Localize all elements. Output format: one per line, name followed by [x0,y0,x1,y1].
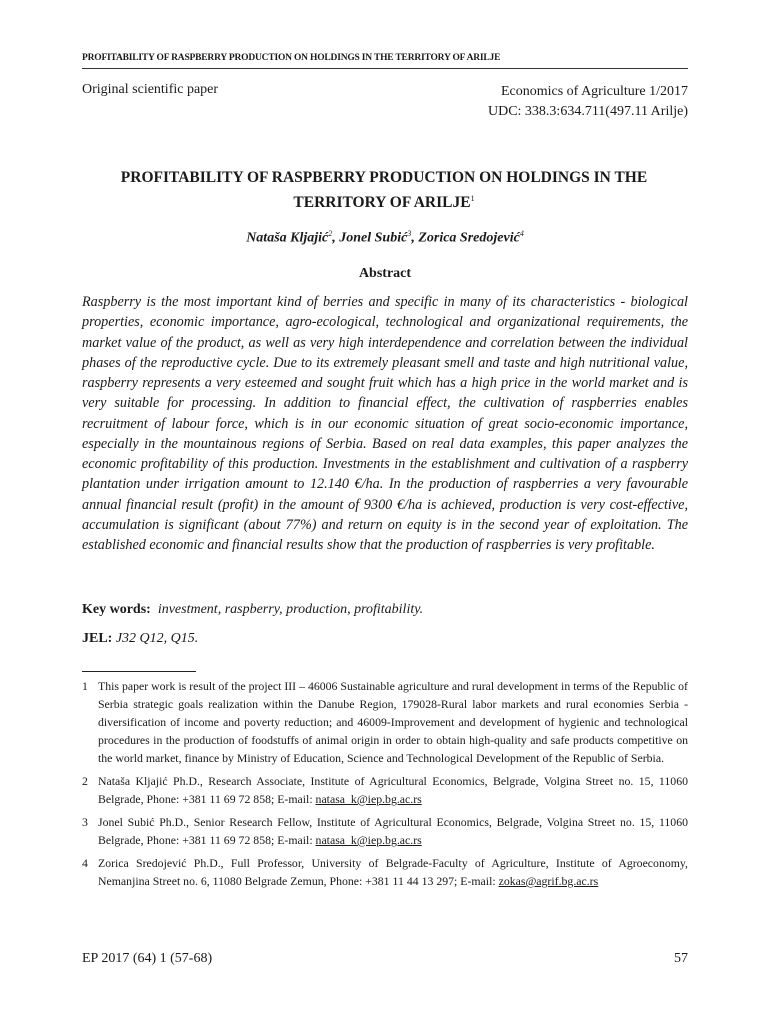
title-text: PROFITABILITY OF RASPBERRY PRODUCTION ON HOLDINGS IN THE TERRITORY OF ARILJE [120,169,648,212]
citation-footer: EP 2017 (64) 1 (57-68) [82,951,213,966]
jel-label: JEL: [82,631,113,646]
footnote [82,854,688,890]
footnote-number: 2 [82,774,88,788]
footnote-text: This paper work is result of the project III – 46006 Sustainable agriculture and rural development in terms of the Republic of Serbia strategic goals realization within the Danube Region, 179028-Rural labor markets and rural economies Serbia - diversification of income and poverty reduction; and 46009-Improvement and development of hygienic and technological procedures in the production of foodstuffs of animal origin in order to obtain high-quality and safe products competitive on the world market, finance by Ministry of Education, Science and Technological Development of the Republic of Serbia. [98,679,688,765]
footnote-text: Jonel Subić Ph.D., Senior Research Fellow, Institute of Agricultural Economics, Belgrade, Volgina Street no. 15, 11060 Belgrade, Phone: +381 11 69 72 858; E-mail: [98,815,688,847]
author-footnote-ref: 2 [328,229,333,238]
author-name: Zorica Sredojević [418,230,520,246]
footnote-divider [82,671,196,672]
email-link[interactable]: natasa_k@iep.bg.ac.rs [315,833,422,847]
keywords-label: Key words: [82,602,151,617]
footnote-number: 4 [82,856,88,870]
abstract-text: Raspberry is the most important kind of berries and specific in many of its characteristics - biological properties, economic importance, agro-ecological, technological and organizational requirements, the market value of the product, as well as very high interdependence and correlation between the individual phases of the reproductive cycle. Due to its extremely pleasant smell and taste and high nutritional value, raspberry represents a very esteemed and sought fruit which has a high price in the world market and is very suitable for processing. In addition to financial effect, the cultivation of raspberries enables recruitment of labour force, which is in our economic situation of great socio-economic importance, especially in the mountainous regions of Serbia. Based on real data examples, this paper analyzes the economic profitability of this production. Investments in the establishment and cultivation of a raspberry plantation under irrigation amount to 12.140 €/ha. In the production of raspberries a very favourable annual financial result (profit) in the amount of 9300 €/ha is achieved, production is very cost-effective, accumulation is significant (about 77%) and return on equity is in the second year of exploitation. The established economic and financial results show that the production of raspberries is very profitable. [82,294,688,553]
footnotes [82,677,688,895]
running-title: PROFITABILITY OF RASPBERRY PRODUCTION ON HOLDINGS IN THE TERRITORY OF ARILJE [82,53,501,63]
keywords-text: investment, raspberry, production, profitability. [157,602,424,617]
author-name: Nataša Kljajić [246,230,329,246]
footnote-number: 3 [82,815,88,829]
footnote [82,813,688,849]
email-link[interactable]: zokas@agrif.bg.ac.rs [498,874,599,888]
author-footnote-ref: 3 [407,229,412,238]
journal-info [488,82,688,122]
author-name: Jonel Subić [339,230,408,246]
author-list [82,229,688,247]
footnote [82,677,688,767]
jel-codes [82,631,688,647]
udc-code: UDC: 338.3:634.711(497.11 Arilje) [487,104,688,119]
abstract-heading: Abstract [358,266,412,281]
email-link[interactable]: natasa_k@iep.bg.ac.rs [315,792,422,806]
author-footnote-ref: 4 [519,229,524,238]
author-separator: , [411,230,419,246]
journal-name: Economics of Agriculture 1/2017 [500,84,688,99]
title-footnote-ref: 1 [470,194,475,203]
page-number: 57 [674,951,688,966]
footnote-text: Nataša Kljajić Ph.D., Research Associate, Institute of Agricultural Economics, Belgrade, Volgina Street no. 15, 11060 Belgrade, Phone: +381 11 69 72 858; E-mail: [98,774,688,806]
footnote [82,772,688,808]
paper-type: Original scientific paper [82,82,219,97]
footnote-text: Zorica Sredojević Ph.D., Full Professor, University of Belgrade-Faculty of Agriculture, Institute of Agroeconomy, Nemanjina Street no. 6, 11080 Belgrade Zemun, Phone: +381 11 44 13 297; E-mail: [98,856,688,888]
jel-text: J32 Q12, Q15. [115,631,199,646]
article-title [90,167,678,213]
keywords [82,602,688,618]
author-separator: , [332,230,340,246]
header-divider [82,68,688,69]
footnote-number: 1 [82,679,88,693]
